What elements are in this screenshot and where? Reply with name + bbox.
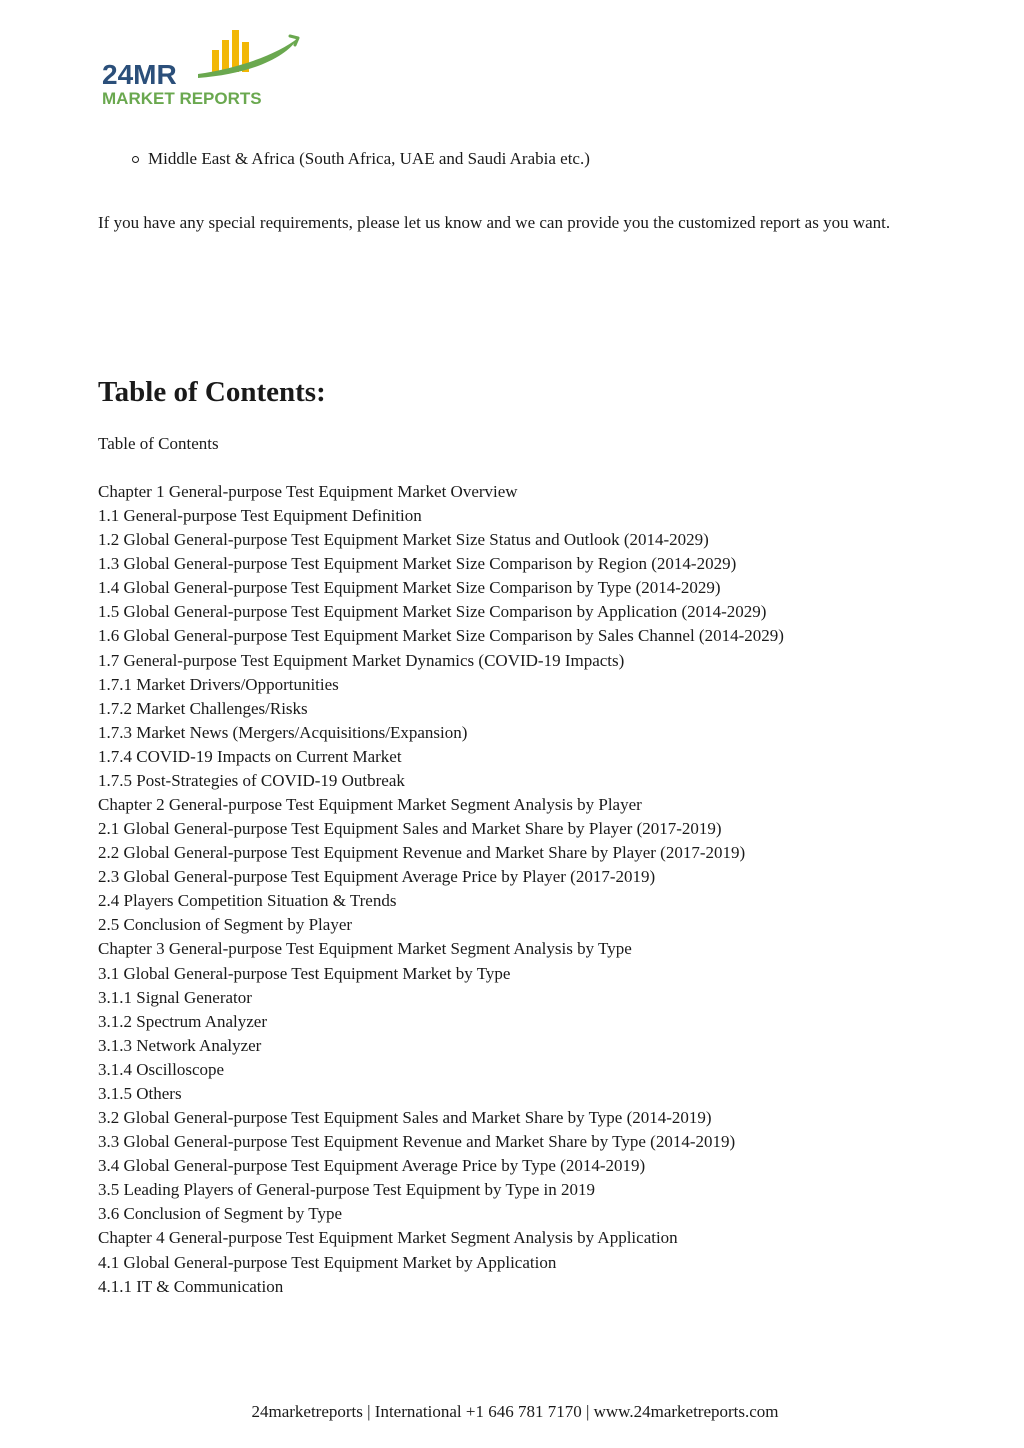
toc-entry: 3.2 Global General-purpose Test Equipment Sales and Market Share by Type (2014-2019) [98, 1108, 712, 1128]
toc-entry: Chapter 3 General-purpose Test Equipment Market Segment Analysis by Type [98, 939, 632, 959]
toc-entry: 3.1.2 Spectrum Analyzer [98, 1011, 268, 1031]
toc-entry: 2.4 Players Competition Situation & Trends [98, 891, 397, 911]
toc-entry: 1.7.2 Market Challenges/Risks [98, 698, 308, 718]
logo-bar-1 [212, 50, 219, 72]
page-footer: 24marketreports | International +1 646 781 7170 | www.24marketreports.com [251, 1402, 779, 1421]
logo-text-bottom: MARKET REPORTS [102, 89, 262, 108]
toc-entry: 2.1 Global General-purpose Test Equipment Sales and Market Share by Player (2017-2019) [98, 819, 722, 839]
toc-entry: 2.5 Conclusion of Segment by Player [98, 915, 353, 935]
toc-entry: Chapter 4 General-purpose Test Equipment Market Segment Analysis by Application [98, 1228, 678, 1248]
toc-entry: 1.2 Global General-purpose Test Equipment Market Size Status and Outlook (2014-2029) [98, 530, 709, 550]
custom-requirements-text: If you have any special requirements, please let us know and we can provide you the customized report as you want. [98, 213, 891, 232]
logo-bar-2 [222, 40, 229, 72]
toc-heading: Table of Contents: [98, 376, 326, 408]
toc-entry: 1.7 General-purpose Test Equipment Market Dynamics (COVID-19 Impacts) [98, 650, 625, 670]
toc-list [98, 480, 784, 1299]
toc-entry: 2.2 Global General-purpose Test Equipment Revenue and Market Share by Player (2017-2019) [98, 843, 746, 863]
company-logo [100, 28, 310, 108]
region-bullet-list [128, 147, 590, 171]
toc-entry: 3.4 Global General-purpose Test Equipment Average Price by Type (2014-2019) [98, 1156, 646, 1176]
toc-entry: 2.3 Global General-purpose Test Equipment Average Price by Player (2017-2019) [98, 867, 656, 887]
logo-text-top: 24MR [102, 59, 177, 90]
toc-entry: 1.4 Global General-purpose Test Equipment Market Size Comparison by Type (2014-2029) [98, 578, 721, 598]
toc-entry: 1.7.5 Post-Strategies of COVID-19 Outbreak [98, 770, 405, 790]
toc-entry: Chapter 2 General-purpose Test Equipment Market Segment Analysis by Player [98, 795, 642, 815]
toc-entry: 1.7.4 COVID-19 Impacts on Current Market [98, 746, 402, 766]
toc-entry: 3.6 Conclusion of Segment by Type [98, 1204, 343, 1224]
toc-entry: 3.1.4 Oscilloscope [98, 1059, 225, 1079]
toc-entry: 1.7.3 Market News (Mergers/Acquisitions/Expansion) [98, 722, 468, 742]
toc-entry: 3.5 Leading Players of General-purpose Test Equipment by Type in 2019 [98, 1180, 595, 1200]
toc-entry: 1.5 Global General-purpose Test Equipment Market Size Comparison by Application (2014-2029) [98, 602, 767, 622]
logo-graphic [100, 28, 310, 108]
toc-entry: 4.1.1 IT & Communication [98, 1276, 284, 1296]
toc-entry: 1.1 General-purpose Test Equipment Definition [98, 506, 422, 526]
toc-subheading: Table of Contents [98, 434, 219, 453]
toc-entry: 1.3 Global General-purpose Test Equipment Market Size Comparison by Region (2014-2029) [98, 554, 737, 574]
toc-entry: 1.7.1 Market Drivers/Opportunities [98, 674, 339, 694]
toc-entry: 3.3 Global General-purpose Test Equipment Revenue and Market Share by Type (2014-2019) [98, 1132, 736, 1152]
toc-entry: 4.1 Global General-purpose Test Equipment Market by Application [98, 1252, 557, 1272]
toc-entry: 3.1.5 Others [98, 1083, 182, 1103]
toc-entry: Chapter 1 General-purpose Test Equipment Market Overview [98, 482, 518, 501]
toc-entry: 3.1.1 Signal Generator [98, 987, 252, 1007]
toc-entry: 3.1.3 Network Analyzer [98, 1035, 262, 1055]
toc-entry: 1.6 Global General-purpose Test Equipment Market Size Comparison by Sales Channel (2014-2029) [98, 626, 784, 646]
toc-entry: 3.1 Global General-purpose Test Equipment Market by Type [98, 963, 511, 983]
list-item: Middle East & Africa (South Africa, UAE and Saudi Arabia etc.) [128, 147, 590, 171]
